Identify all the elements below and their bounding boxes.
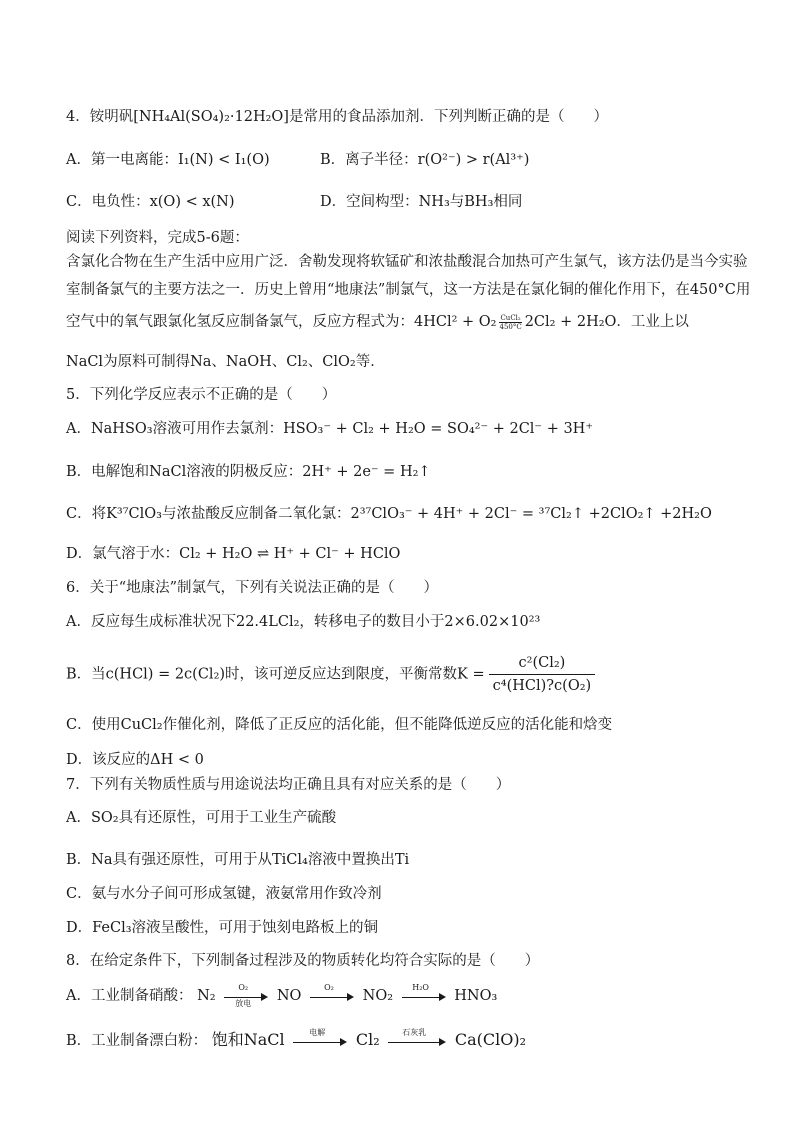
arrow-condition-top: O₂	[324, 983, 334, 992]
fraction-numerator: c²(Cl₂)	[489, 654, 596, 675]
reaction-arrow	[402, 983, 446, 1006]
q4-option-a: A．第一电离能：I₁(N) < I₁(O)	[66, 152, 270, 168]
passage-line-1: 含氯化合物在生产生活中应用广泛．舍勒发现将软锰矿和浓盐酸混合加热可产生氯气，该方法仍是当今实验	[66, 254, 748, 270]
q4-option-c: C．电负性：x(O) < x(N)	[66, 194, 235, 210]
passage-intro: 阅读下列资料，完成5-6题：	[66, 230, 249, 246]
q7-option-a: A．SO₂具有还原性，可用于工业生产硫酸	[66, 810, 337, 826]
passage-line-3-pre: 空气中的氧气跟氯化氢反应制备氯气，反应方程式为：4HCl² + O₂	[66, 314, 497, 330]
arrow-condition-top: 电解	[309, 1028, 326, 1037]
q8-option-b	[66, 1030, 526, 1051]
species-no: NO	[276, 988, 302, 1004]
passage-line-4: NaCl为原料可制得Na、NaOH、Cl₂、ClO₂等．	[66, 354, 385, 370]
q5-option-d: D．氯气溶于水：Cl₂ + H₂O ⇌ H⁺ + Cl⁻ + HClO	[66, 546, 401, 562]
q6-option-b-text: B．当c(HCl) = 2c(Cl₂)时，该可逆反应达到限度，平衡常数K =	[66, 666, 485, 683]
passage-line-3-post: 2Cl₂ + 2H₂O．工业上以	[524, 314, 689, 330]
arrow-condition-top: O₂	[238, 983, 249, 992]
q8-option-a-label: A．工业制备硝酸：	[66, 988, 193, 1004]
q6-option-d: D．该反应的ΔH < 0	[66, 752, 204, 768]
catalyst-bottom: 450°C	[499, 322, 522, 331]
q7-option-c: C．氨与水分子间可形成氢键，液氨常用作致冷剂	[66, 886, 382, 902]
arrow-condition-top: 石灰乳	[402, 1028, 427, 1037]
equilibrium-constant-fraction	[489, 654, 596, 695]
q6-stem: 6．关于“地康法”制氯气，下列有关说法正确的是（ ）	[66, 580, 439, 596]
catalyst-top: CuCl₂	[500, 313, 521, 322]
species-hno3: HNO₃	[454, 988, 498, 1004]
arrow-condition-bottom: 放电	[235, 999, 252, 1008]
catalyst-condition	[499, 314, 521, 331]
q4-stem: 4．铵明矾[NH₄Al(SO₄)₂·12H₂O]是常用的食品添加剂．下列判断正确的是（ ）	[66, 109, 608, 125]
passage-line-3	[66, 312, 689, 332]
species-no2: NO₂	[362, 988, 394, 1004]
q7-option-b: B．Na具有强还原性，可用于从TiCl₄溶液中置换出Ti	[66, 852, 410, 868]
reaction-arrow	[224, 983, 268, 1008]
q4-option-d: D．空间构型：NH₃与BH₃相同	[320, 194, 523, 210]
reaction-arrow	[388, 1028, 446, 1051]
q5-option-a: A．NaHSO₃溶液可用作去氯剂：HSO₃⁻ + Cl₂ + H₂O = SO₄²⁻ + 2Cl⁻ + 3H⁺	[66, 421, 593, 437]
q5-stem: 5．下列化学反应表示不正确的是（ ）	[66, 387, 337, 403]
q8-option-b-label: B．工业制备漂白粉：	[66, 1033, 208, 1049]
reaction-arrow	[310, 983, 354, 1006]
q8-stem: 8．在给定条件下，下列制备过程涉及的物质转化均符合实际的是（ ）	[66, 953, 540, 969]
species-cl2: Cl₂	[355, 1030, 380, 1049]
q5-option-c: C．将K³⁷ClO₃与浓盐酸反应制备二氧化氯：2³⁷ClO₃⁻ + 4H⁺ + 2Cl⁻ = ³⁷Cl₂↑ +2ClO₂↑ +2H₂O	[66, 506, 712, 522]
q6-option-c: C．使用CuCl₂作催化剂，降低了正反应的活化能，但不能降低逆反应的活化能和焓变	[66, 717, 613, 733]
q4-option-b: B．离子半径：r(O²⁻) > r(Al³⁺)	[320, 152, 530, 168]
q7-stem: 7．下列有关物质性质与用途说法均正确且具有对应关系的是（ ）	[66, 777, 511, 793]
q5-option-b: B．电解饱和NaCl溶液的阴极反应：2H⁺ + 2e⁻ = H₂↑	[66, 464, 431, 480]
species-n2: N₂	[197, 988, 216, 1004]
arrow-condition-top: H₂O	[412, 983, 429, 992]
q7-option-d: D．FeCl₃溶液呈酸性，可用于蚀刻电路板上的铜	[66, 920, 379, 936]
species-ca-clo2: Ca(ClO)₂	[454, 1030, 527, 1049]
q6-option-b	[66, 654, 595, 695]
q6-option-a: A．反应每生成标准状况下22.4LCl₂，转移电子的数目小于2×6.02×10²³	[66, 614, 541, 630]
species-saturated-nacl: 饱和NaCl	[211, 1030, 285, 1049]
q8-option-a	[66, 983, 498, 1008]
fraction-denominator: c⁴(HCl)?c(O₂)	[492, 678, 592, 694]
reaction-arrow	[293, 1028, 347, 1051]
passage-line-2: 室制备氯气的主要方法之一．历史上曾用“地康法”制氯气，这一方法是在氯化铜的催化作用下，在450°C用	[66, 282, 751, 298]
